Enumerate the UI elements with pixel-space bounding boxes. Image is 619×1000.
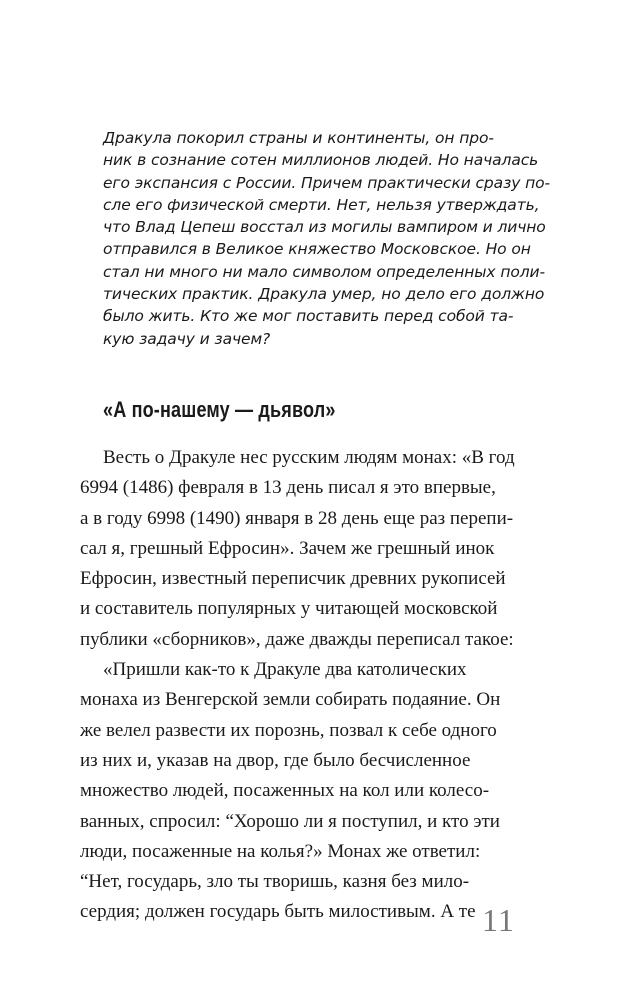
intro-line: кую задачу и зачем? [103, 329, 271, 348]
intro-line: сле его физической смерти. Нет, нельзя утверждать, [103, 195, 540, 214]
intro-line: было жить. Кто же мог поставить перед собой та- [103, 307, 514, 326]
body-line: монаха из Венгерской земли собирать подаяние. Он [80, 689, 501, 711]
body-line: люди, посаженные на колья?» Монах же ответил: [80, 840, 481, 862]
intro-line: ник в сознание сотен миллионов людей. Но началась [103, 151, 539, 170]
body-line: а в году 6998 (1490) января в 28 день еще раз перепи- [80, 507, 514, 529]
body-line: Весть о Дракуле нес русским людям монах: «В год [103, 447, 515, 468]
body-line: ванных, спросил: “Хорошо ли я поступил, и кто эти [80, 810, 500, 832]
body-line: же велел развести их порознь, позвал к себе одного [80, 719, 497, 741]
intro-line: его экспансия с России. Причем практически сразу по- [103, 173, 551, 192]
intro-line: отправился в Великое княжество Московское. Но он [103, 240, 531, 259]
page-number: 11 [482, 902, 515, 938]
intro-line: Дракула покорил страны и континенты, он про- [103, 129, 494, 147]
body-line: публики «сборников», даже дважды переписал такое: [80, 628, 514, 650]
body-line: множество людей, посаженных на кол или колесо- [80, 780, 490, 802]
body-line: Ефросин, известный переписчик древних рукописей [80, 568, 506, 590]
body-line: «Пришли как-то к Дракуле два католических [103, 659, 467, 681]
intro-line: стал ни много ни мало символом определенных поли- [103, 262, 546, 281]
body-line: сердия; должен государь быть милостивым. А те [80, 901, 476, 923]
body-line: из них и, указав на двор, где было бесчисленное [80, 749, 471, 771]
body-line: и составитель популярных у читающей московской [80, 598, 498, 620]
body-line: 6994 (1486) февраля в 13 день писал я это впервые, [80, 477, 496, 499]
body-line: сал я, грешный Ефросин». Зачем же грешный инок [80, 537, 495, 559]
intro-line: тических практик. Дракула умер, но дело его должно [103, 285, 545, 304]
section-heading: «А по-нашему — дьявол» [103, 397, 336, 422]
intro-line: что Влад Цепеш восстал из могилы вампиром и лично [103, 218, 546, 237]
body-line: “Нет, государь, зло ты творишь, казня без мило- [80, 871, 470, 893]
intro-paragraph [103, 127, 551, 350]
body-text [80, 443, 550, 928]
